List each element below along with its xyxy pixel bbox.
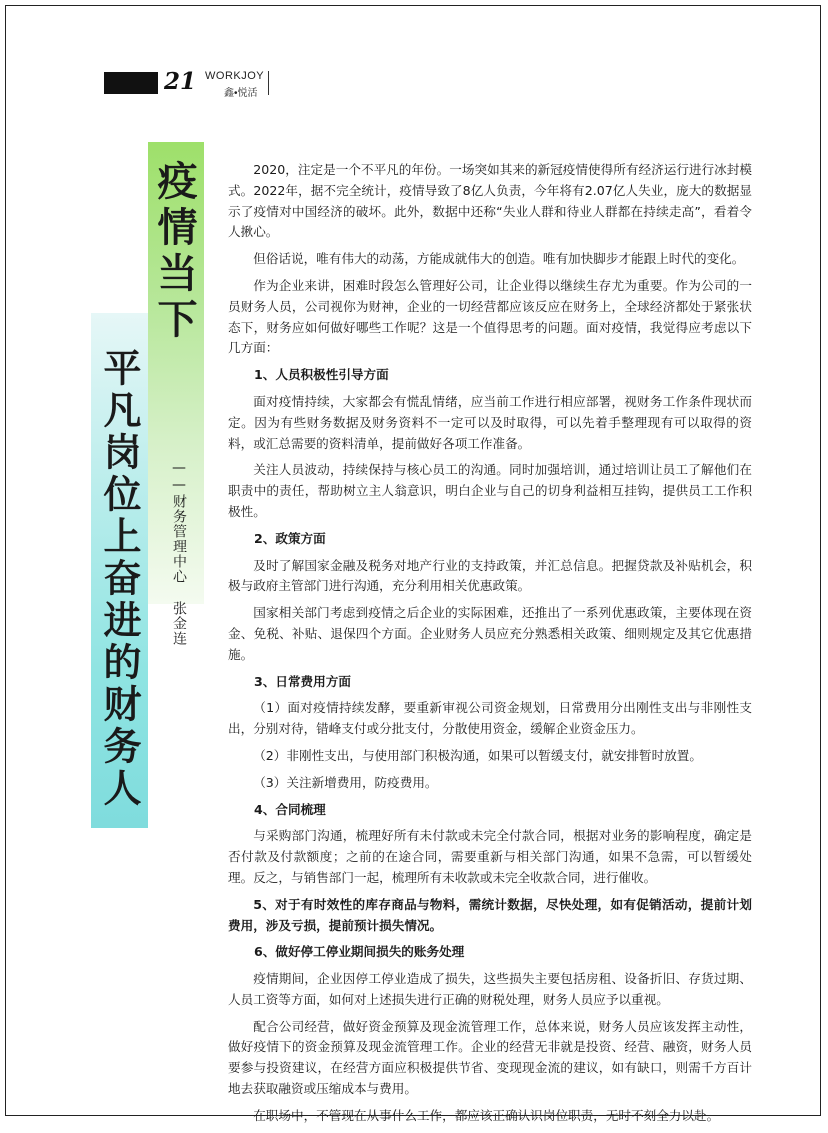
header-black-bar [104,72,158,94]
main-title: 疫情当下 [151,160,198,344]
page-number: 21 [164,68,197,95]
section-1-paragraph-1: 面对疫情持续，大家都会有慌乱情绪，应当前工作进行相应部署，视财务工作条件现状而定。因为有些财务数据及财务资料不一定可以及时取得，可以先着手整理现有可以取得的资料，或汇总需要的资料清单，提前做好各项工作准备。 [228,393,752,451]
section-heading-1: 1、人员积极性引导方面 [254,367,389,383]
intro-paragraph-2: 但俗话说，唯有伟大的动荡，方能成就伟大的创造。唯有加快脚步才能跟上时代的变化。 [253,251,745,267]
author-byline: ——财务管理中心 张金连 [171,460,187,646]
section-6-paragraph-1: 疫情期间，企业因停工停业造成了损失，这些损失主要包括房租、设备折旧、存货过期、人员工资等方面，如何对上述损失进行正确的财税处理，财务人员应予以重视。 [228,971,752,1007]
magazine-brand-english: WORKJOY [205,70,265,82]
section-3-item-3: （3）关注新增费用，防疫费用。 [253,774,438,790]
intro-paragraph-3: 作为企业来讲，困难时段怎么管理好公司，让企业得以继续生存尤为重要。作为公司的一员财务人员，公司视你为财神，企业的一切经营都应该反应在财务上，全球经济都处于紧张状态下，财务应如何做好哪些工作呢？这是一个值得思考的问题。面对疫情，我觉得应考虑以下几方面： [228,277,752,356]
section-2-paragraph-2: 国家相关部门考虑到疫情之后企业的实际困难，还推出了一系列优惠政策，主要体现在资金、免税、补贴、退保四个方面。企业财务人员应充分熟悉相关政策、细则规定及其它优惠措施。 [228,605,752,662]
section-3-item-1: （1）面对疫情持续发酵，要重新审视公司资金规划，日常费用分出刚性支出与非刚性支出，分别对待，错峰支付或分批支付，分散使用资金，缓解企业资金压力。 [228,700,752,737]
section-6-paragraph-2: 配合公司经营，做好资金预算及现金流管理工作，总体来说，财务人员应该发挥主动性，做好疫情下的资金预算及现金流管理工作。企业的经营无非就是投资、经营、融资，财务人员要参与投资建议，在经营方面应积极提供节省、变现现金流的建议，如有缺口，则需千方百计地去获取融资或压缩成本与费用。 [228,1018,752,1097]
section-heading-4: 4、合同梳理 [254,801,326,817]
header-divider [268,71,269,95]
section-heading-3: 3、日常费用方面 [254,673,351,689]
magazine-brand-chinese: 鑫•悦活 [224,88,258,99]
intro-paragraph-1: 2020，注定是一个不平凡的年份。一场突如其来的新冠疫情使得所有经济运行进行冰封模式。2022年，据不完全统计，疫情导致了8亿人负责，今年将有2.07亿人失业，庞大的数据显示了疫情对中国经济的破坏。此外，数据中还称“失业人群和待业人群都在持续走高”，看着令人揪心。 [228,162,752,240]
section-2-paragraph-1: 及时了解国家金融及税务对地产行业的支持政策，并汇总信息。把握贷款及补贴机会，积极与政府主管部门进行沟通，充分利用相关优惠政策。 [228,557,752,594]
article-body [228,160,752,1133]
subtitle: 平凡岗位上奋进的财务人 [97,348,142,810]
closing-paragraph: 在职场中，不管现在从事什么工作，都应该正确认识岗位职责，无时不刻全力以赴。 [253,1107,720,1123]
section-heading-2: 2、政策方面 [254,530,326,546]
section-5-bold-paragraph: 5、对于有时效性的库存商品与物料，需统计数据，尽快处理，如有促销活动，提前计划费用，涉及亏损，提前预计损失情况。 [228,896,752,933]
section-4-paragraph-1: 与采购部门沟通，梳理好所有未付款或未完全付款合同，根据对业务的影响程度，确定是否付款及付款额度；之前的在途合同，需要重新与相关部门沟通，如果不急需，可以暂缓处理。反之，与销售部门一起，梳理所有未收款或未完全收款合同，进行催收。 [228,828,752,885]
section-heading-6: 6、做好停工停业期间损失的账务处理 [254,944,465,960]
section-1-paragraph-2: 关注人员波动，持续保持与核心员工的沟通。同时加强培训，通过培训让员工了解他们在职责中的责任，帮助树立主人翁意识，明白企业与自己的切身利益相互挂钩，提供员工工作积极性。 [228,462,752,519]
section-3-item-2: （2）非刚性支出，与使用部门积极沟通，如果可以暂缓支付，就安排暂时放置。 [253,747,702,763]
